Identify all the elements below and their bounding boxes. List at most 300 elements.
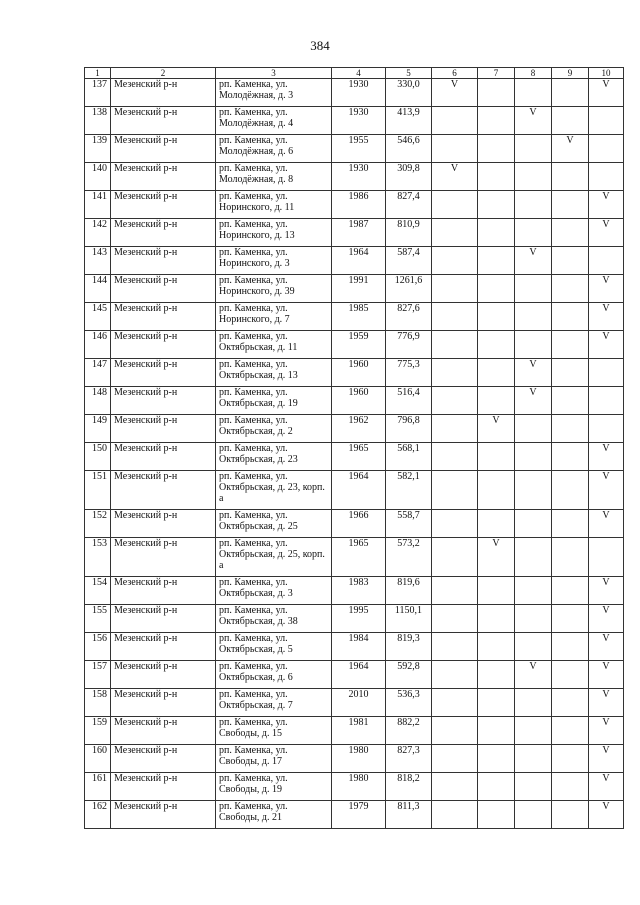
district-cell: Мезенский р-н (111, 275, 216, 303)
mark-cell-7 (478, 107, 515, 135)
mark-cell-6: V (432, 79, 478, 107)
table-row (85, 717, 624, 745)
year-cell: 1930 (332, 107, 386, 135)
district-cell: Мезенский р-н (111, 471, 216, 510)
address-cell: рп. Каменка, ул. Свободы, д. 21 (216, 801, 332, 829)
table-row (85, 689, 624, 717)
table-row (85, 510, 624, 538)
column-header: 4 (332, 68, 386, 79)
address-cell: рп. Каменка, ул. Свободы, д. 19 (216, 773, 332, 801)
district-cell: Мезенский р-н (111, 689, 216, 717)
row-number: 148 (85, 387, 111, 415)
table-row (85, 135, 624, 163)
mark-cell-10: V (589, 79, 624, 107)
mark-cell-9 (552, 745, 589, 773)
mark-cell-9 (552, 303, 589, 331)
area-cell: 796,8 (386, 415, 432, 443)
district-cell: Мезенский р-н (111, 135, 216, 163)
district-cell: Мезенский р-н (111, 577, 216, 605)
area-cell: 827,3 (386, 745, 432, 773)
year-cell: 1995 (332, 605, 386, 633)
table-row (85, 219, 624, 247)
row-number: 137 (85, 79, 111, 107)
address-cell: рп. Каменка, ул. Молодёжная, д. 6 (216, 135, 332, 163)
mark-cell-9 (552, 577, 589, 605)
year-cell: 1980 (332, 773, 386, 801)
address-cell: рп. Каменка, ул. Октябрьская, д. 25 (216, 510, 332, 538)
mark-cell-7 (478, 359, 515, 387)
address-cell: рп. Каменка, ул. Октябрьская, д. 13 (216, 359, 332, 387)
mark-cell-8 (515, 633, 552, 661)
district-cell: Мезенский р-н (111, 510, 216, 538)
mark-cell-7 (478, 717, 515, 745)
district-cell: Мезенский р-н (111, 163, 216, 191)
mark-cell-8: V (515, 661, 552, 689)
address-cell: рп. Каменка, ул. Октябрьская, д. 11 (216, 331, 332, 359)
address-cell: рп. Каменка, ул. Октябрьская, д. 7 (216, 689, 332, 717)
mark-cell-8 (515, 471, 552, 510)
area-cell: 827,4 (386, 191, 432, 219)
mark-cell-10: V (589, 219, 624, 247)
register-table (84, 67, 624, 829)
mark-cell-7 (478, 191, 515, 219)
mark-cell-8 (515, 275, 552, 303)
table-row (85, 745, 624, 773)
area-cell: 819,6 (386, 577, 432, 605)
table-row (85, 577, 624, 605)
address-cell: рп. Каменка, ул. Октябрьская, д. 23, корп. а (216, 471, 332, 510)
mark-cell-8 (515, 801, 552, 829)
mark-cell-8 (515, 510, 552, 538)
district-cell: Мезенский р-н (111, 801, 216, 829)
mark-cell-9 (552, 538, 589, 577)
mark-cell-7 (478, 387, 515, 415)
area-cell: 882,2 (386, 717, 432, 745)
area-cell: 811,3 (386, 801, 432, 829)
district-cell: Мезенский р-н (111, 661, 216, 689)
mark-cell-9 (552, 359, 589, 387)
table-row (85, 79, 624, 107)
mark-cell-9 (552, 387, 589, 415)
table-row (85, 661, 624, 689)
address-cell: рп. Каменка, ул. Норинского, д. 39 (216, 275, 332, 303)
mark-cell-8 (515, 191, 552, 219)
address-cell: рп. Каменка, ул. Молодёжная, д. 4 (216, 107, 332, 135)
mark-cell-10: V (589, 605, 624, 633)
area-cell: 573,2 (386, 538, 432, 577)
table-row (85, 331, 624, 359)
year-cell: 1981 (332, 717, 386, 745)
mark-cell-9 (552, 191, 589, 219)
row-number: 138 (85, 107, 111, 135)
mark-cell-8: V (515, 387, 552, 415)
mark-cell-10: V (589, 801, 624, 829)
mark-cell-6 (432, 191, 478, 219)
mark-cell-8 (515, 773, 552, 801)
area-cell: 536,3 (386, 689, 432, 717)
row-number: 143 (85, 247, 111, 275)
row-number: 155 (85, 605, 111, 633)
year-cell: 1985 (332, 303, 386, 331)
mark-cell-6 (432, 135, 478, 163)
address-cell: рп. Каменка, ул. Свободы, д. 15 (216, 717, 332, 745)
address-cell: рп. Каменка, ул. Октябрьская, д. 3 (216, 577, 332, 605)
column-header: 10 (589, 68, 624, 79)
table-row (85, 163, 624, 191)
row-number: 160 (85, 745, 111, 773)
table-row (85, 773, 624, 801)
column-header: 6 (432, 68, 478, 79)
district-cell: Мезенский р-н (111, 247, 216, 275)
mark-cell-8 (515, 605, 552, 633)
address-cell: рп. Каменка, ул. Октябрьская, д. 25, корп. а (216, 538, 332, 577)
mark-cell-9 (552, 247, 589, 275)
mark-cell-7 (478, 275, 515, 303)
area-cell: 568,1 (386, 443, 432, 471)
mark-cell-9 (552, 275, 589, 303)
district-cell: Мезенский р-н (111, 538, 216, 577)
mark-cell-7 (478, 605, 515, 633)
year-cell: 1930 (332, 163, 386, 191)
district-cell: Мезенский р-н (111, 331, 216, 359)
mark-cell-6 (432, 331, 478, 359)
mark-cell-6 (432, 538, 478, 577)
mark-cell-9 (552, 801, 589, 829)
address-cell: рп. Каменка, ул. Норинского, д. 3 (216, 247, 332, 275)
mark-cell-7 (478, 471, 515, 510)
year-cell: 1964 (332, 471, 386, 510)
mark-cell-7 (478, 633, 515, 661)
address-cell: рп. Каменка, ул. Норинского, д. 13 (216, 219, 332, 247)
year-cell: 1965 (332, 443, 386, 471)
row-number: 158 (85, 689, 111, 717)
mark-cell-7 (478, 163, 515, 191)
mark-cell-7 (478, 801, 515, 829)
mark-cell-10: V (589, 633, 624, 661)
mark-cell-7 (478, 510, 515, 538)
area-cell: 558,7 (386, 510, 432, 538)
year-cell: 2010 (332, 689, 386, 717)
area-cell: 827,6 (386, 303, 432, 331)
area-cell: 776,9 (386, 331, 432, 359)
mark-cell-9: V (552, 135, 589, 163)
column-header: 2 (111, 68, 216, 79)
area-cell: 775,3 (386, 359, 432, 387)
mark-cell-10: V (589, 275, 624, 303)
mark-cell-8 (515, 443, 552, 471)
district-cell: Мезенский р-н (111, 359, 216, 387)
table-row (85, 107, 624, 135)
row-number: 147 (85, 359, 111, 387)
mark-cell-10 (589, 538, 624, 577)
area-cell: 413,9 (386, 107, 432, 135)
mark-cell-7 (478, 219, 515, 247)
district-cell: Мезенский р-н (111, 773, 216, 801)
mark-cell-6 (432, 443, 478, 471)
district-cell: Мезенский р-н (111, 415, 216, 443)
mark-cell-9 (552, 661, 589, 689)
year-cell: 1964 (332, 247, 386, 275)
mark-cell-8 (515, 577, 552, 605)
mark-cell-7 (478, 661, 515, 689)
table-row (85, 471, 624, 510)
mark-cell-10: V (589, 717, 624, 745)
year-cell: 1960 (332, 359, 386, 387)
column-header: 1 (85, 68, 111, 79)
mark-cell-6 (432, 689, 478, 717)
row-number: 154 (85, 577, 111, 605)
table-row (85, 359, 624, 387)
year-cell: 1965 (332, 538, 386, 577)
column-header: 3 (216, 68, 332, 79)
district-cell: Мезенский р-н (111, 717, 216, 745)
district-cell: Мезенский р-н (111, 191, 216, 219)
mark-cell-8 (515, 717, 552, 745)
area-cell: 592,8 (386, 661, 432, 689)
mark-cell-9 (552, 605, 589, 633)
row-number: 153 (85, 538, 111, 577)
mark-cell-10 (589, 387, 624, 415)
mark-cell-6 (432, 605, 478, 633)
mark-cell-9 (552, 443, 589, 471)
district-cell: Мезенский р-н (111, 219, 216, 247)
mark-cell-10: V (589, 510, 624, 538)
mark-cell-9 (552, 773, 589, 801)
mark-cell-6 (432, 661, 478, 689)
mark-cell-7 (478, 577, 515, 605)
mark-cell-8 (515, 79, 552, 107)
address-cell: рп. Каменка, ул. Октябрьская, д. 38 (216, 605, 332, 633)
row-number: 162 (85, 801, 111, 829)
mark-cell-8 (515, 219, 552, 247)
row-number: 149 (85, 415, 111, 443)
mark-cell-9 (552, 633, 589, 661)
table-row (85, 387, 624, 415)
year-cell: 1986 (332, 191, 386, 219)
year-cell: 1955 (332, 135, 386, 163)
mark-cell-9 (552, 415, 589, 443)
mark-cell-8 (515, 303, 552, 331)
year-cell: 1987 (332, 219, 386, 247)
column-header: 8 (515, 68, 552, 79)
mark-cell-8: V (515, 247, 552, 275)
mark-cell-10 (589, 359, 624, 387)
row-number: 144 (85, 275, 111, 303)
mark-cell-10: V (589, 443, 624, 471)
mark-cell-8 (515, 745, 552, 773)
address-cell: рп. Каменка, ул. Октябрьская, д. 19 (216, 387, 332, 415)
mark-cell-7 (478, 745, 515, 773)
mark-cell-9 (552, 163, 589, 191)
mark-cell-10 (589, 107, 624, 135)
address-cell: рп. Каменка, ул. Норинского, д. 7 (216, 303, 332, 331)
mark-cell-10 (589, 163, 624, 191)
row-number: 152 (85, 510, 111, 538)
mark-cell-9 (552, 689, 589, 717)
table-row (85, 633, 624, 661)
district-cell: Мезенский р-н (111, 303, 216, 331)
area-cell: 582,1 (386, 471, 432, 510)
district-cell: Мезенский р-н (111, 107, 216, 135)
row-number: 157 (85, 661, 111, 689)
mark-cell-7 (478, 303, 515, 331)
mark-cell-6 (432, 247, 478, 275)
mark-cell-6 (432, 359, 478, 387)
row-number: 150 (85, 443, 111, 471)
address-cell: рп. Каменка, ул. Октябрьская, д. 23 (216, 443, 332, 471)
mark-cell-9 (552, 79, 589, 107)
mark-cell-10: V (589, 303, 624, 331)
year-cell: 1983 (332, 577, 386, 605)
table-row (85, 605, 624, 633)
table-row (85, 538, 624, 577)
area-cell: 1150,1 (386, 605, 432, 633)
mark-cell-7 (478, 135, 515, 163)
district-cell: Мезенский р-н (111, 745, 216, 773)
address-cell: рп. Каменка, ул. Свободы, д. 17 (216, 745, 332, 773)
mark-cell-8 (515, 163, 552, 191)
area-cell: 587,4 (386, 247, 432, 275)
year-cell: 1959 (332, 331, 386, 359)
mark-cell-10: V (589, 689, 624, 717)
row-number: 142 (85, 219, 111, 247)
area-cell: 516,4 (386, 387, 432, 415)
year-cell: 1979 (332, 801, 386, 829)
year-cell: 1960 (332, 387, 386, 415)
mark-cell-7 (478, 247, 515, 275)
table-row (85, 801, 624, 829)
mark-cell-6 (432, 717, 478, 745)
mark-cell-9 (552, 331, 589, 359)
mark-cell-8 (515, 538, 552, 577)
mark-cell-8: V (515, 359, 552, 387)
mark-cell-7 (478, 443, 515, 471)
area-cell: 818,2 (386, 773, 432, 801)
table-row (85, 247, 624, 275)
year-cell: 1984 (332, 633, 386, 661)
area-cell: 1261,6 (386, 275, 432, 303)
mark-cell-10: V (589, 191, 624, 219)
mark-cell-7 (478, 773, 515, 801)
table-body (85, 79, 624, 829)
mark-cell-7 (478, 689, 515, 717)
mark-cell-6 (432, 801, 478, 829)
table-row (85, 275, 624, 303)
row-number: 141 (85, 191, 111, 219)
row-number: 156 (85, 633, 111, 661)
row-number: 140 (85, 163, 111, 191)
mark-cell-10 (589, 415, 624, 443)
row-number: 151 (85, 471, 111, 510)
mark-cell-6 (432, 633, 478, 661)
address-cell: рп. Каменка, ул. Октябрьская, д. 5 (216, 633, 332, 661)
mark-cell-6 (432, 510, 478, 538)
area-cell: 309,8 (386, 163, 432, 191)
mark-cell-10 (589, 247, 624, 275)
table-row (85, 443, 624, 471)
year-cell: 1964 (332, 661, 386, 689)
address-cell: рп. Каменка, ул. Октябрьская, д. 6 (216, 661, 332, 689)
mark-cell-8: V (515, 107, 552, 135)
mark-cell-6: V (432, 163, 478, 191)
mark-cell-10: V (589, 745, 624, 773)
area-cell: 330,0 (386, 79, 432, 107)
mark-cell-6 (432, 387, 478, 415)
year-cell: 1962 (332, 415, 386, 443)
table-row (85, 303, 624, 331)
year-cell: 1991 (332, 275, 386, 303)
mark-cell-10: V (589, 331, 624, 359)
column-header: 5 (386, 68, 432, 79)
year-cell: 1980 (332, 745, 386, 773)
address-cell: рп. Каменка, ул. Норинского, д. 11 (216, 191, 332, 219)
table-row (85, 191, 624, 219)
address-cell: рп. Каменка, ул. Октябрьская, д. 2 (216, 415, 332, 443)
address-cell: рп. Каменка, ул. Молодёжная, д. 3 (216, 79, 332, 107)
year-cell: 1966 (332, 510, 386, 538)
mark-cell-6 (432, 303, 478, 331)
row-number: 139 (85, 135, 111, 163)
mark-cell-6 (432, 219, 478, 247)
mark-cell-7 (478, 331, 515, 359)
row-number: 145 (85, 303, 111, 331)
district-cell: Мезенский р-н (111, 443, 216, 471)
mark-cell-8 (515, 415, 552, 443)
area-cell: 819,3 (386, 633, 432, 661)
mark-cell-8 (515, 689, 552, 717)
column-header: 7 (478, 68, 515, 79)
mark-cell-10: V (589, 773, 624, 801)
area-cell: 546,6 (386, 135, 432, 163)
mark-cell-6 (432, 275, 478, 303)
header-row (85, 68, 624, 79)
table-row (85, 415, 624, 443)
page-number: 384 (310, 38, 330, 53)
mark-cell-7 (478, 79, 515, 107)
row-number: 146 (85, 331, 111, 359)
mark-cell-6 (432, 745, 478, 773)
mark-cell-9 (552, 471, 589, 510)
mark-cell-7: V (478, 415, 515, 443)
mark-cell-9 (552, 510, 589, 538)
mark-cell-9 (552, 717, 589, 745)
mark-cell-10: V (589, 661, 624, 689)
mark-cell-8 (515, 135, 552, 163)
mark-cell-10: V (589, 577, 624, 605)
mark-cell-7: V (478, 538, 515, 577)
area-cell: 810,9 (386, 219, 432, 247)
mark-cell-6 (432, 471, 478, 510)
mark-cell-10: V (589, 471, 624, 510)
district-cell: Мезенский р-н (111, 387, 216, 415)
year-cell: 1930 (332, 79, 386, 107)
mark-cell-6 (432, 415, 478, 443)
district-cell: Мезенский р-н (111, 79, 216, 107)
address-cell: рп. Каменка, ул. Молодёжная, д. 8 (216, 163, 332, 191)
mark-cell-9 (552, 107, 589, 135)
district-cell: Мезенский р-н (111, 605, 216, 633)
mark-cell-9 (552, 219, 589, 247)
mark-cell-10 (589, 135, 624, 163)
row-number: 161 (85, 773, 111, 801)
district-cell: Мезенский р-н (111, 633, 216, 661)
mark-cell-6 (432, 773, 478, 801)
mark-cell-6 (432, 107, 478, 135)
mark-cell-6 (432, 577, 478, 605)
row-number: 159 (85, 717, 111, 745)
column-header: 9 (552, 68, 589, 79)
mark-cell-8 (515, 331, 552, 359)
